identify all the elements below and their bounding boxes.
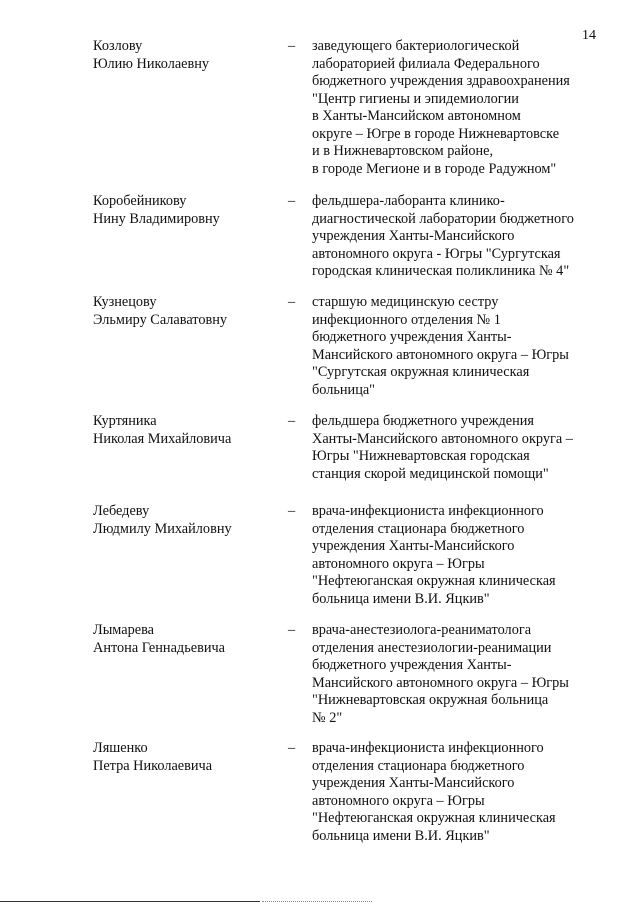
entry-position bbox=[312, 622, 612, 727]
entry-position-line: инфекционного отделения № 1 bbox=[312, 311, 501, 328]
entry-position-line: автономного округа - Югры "Сургутская bbox=[312, 245, 561, 262]
entry-name-line: Николая Михайловича bbox=[93, 430, 232, 447]
entry-dash: – bbox=[288, 622, 296, 638]
entry-position-line: и в Нижневартовском районе, bbox=[312, 143, 494, 159]
entry-dash: – bbox=[288, 294, 296, 310]
entry-position-line: врача-инфекциониста инфекционного bbox=[312, 740, 544, 756]
entry-name-line: Лебедеву bbox=[93, 503, 150, 519]
entry-name-line: Лымарева bbox=[93, 622, 154, 638]
entry-position-line: станция скорой медицинской помощи" bbox=[312, 465, 549, 482]
entry-position-line: диагностической лаборатории бюджетного bbox=[312, 210, 574, 227]
entry-position-line: Ханты-Мансийского автономного округа – bbox=[312, 430, 573, 447]
entry-dash: – bbox=[288, 193, 296, 209]
page-number: 14 bbox=[582, 28, 596, 43]
entry-position-line: "Сургутская окружная клиническая bbox=[312, 364, 530, 380]
entry-name-line: Кузнецову bbox=[93, 294, 157, 310]
entry-name bbox=[93, 38, 283, 73]
entry-name bbox=[93, 622, 283, 657]
entry-position-line: в Ханты-Мансийском автономном bbox=[312, 108, 521, 124]
footer-line bbox=[0, 901, 260, 902]
entry-position-line: бюджетного учреждения Ханты- bbox=[312, 329, 512, 345]
entry-position bbox=[312, 38, 612, 178]
entry-position-line: "Нефтеюганская окружная клиническая bbox=[312, 810, 556, 826]
entry-name bbox=[93, 740, 283, 775]
entry-name-line: Петра Николаевича bbox=[93, 757, 213, 774]
entry-name-line: Козлову bbox=[93, 38, 143, 54]
entry-position-line: лабораторией филиала Федерального bbox=[312, 55, 540, 72]
entry-name-line: Юлию Николаевну bbox=[93, 55, 210, 72]
entry-position-line: "Нижневартовская окружная больница bbox=[312, 692, 549, 708]
entry-dash: – bbox=[288, 740, 296, 756]
entry-position-line: больница имени В.И. Яцкив" bbox=[312, 590, 490, 607]
entry-name bbox=[93, 503, 283, 538]
entry-position-line: бюджетного учреждения здравоохранения bbox=[312, 73, 570, 89]
entry-position-line: "Центр гигиены и эпидемиологии bbox=[312, 90, 519, 107]
entry-name-line: Людмилу Михайловну bbox=[93, 520, 232, 537]
entry-name bbox=[93, 413, 283, 448]
entry-position-line: Югры "Нижневартовская городская bbox=[312, 448, 530, 464]
entry-position-line: № 2" bbox=[312, 709, 343, 726]
entry-name-line: Нину Владимировну bbox=[93, 210, 220, 227]
entry-position-line: автономного округа – Югры bbox=[312, 555, 485, 572]
entry-position-line: фельдшера-лаборанта клинико- bbox=[312, 193, 505, 209]
entry-name bbox=[93, 193, 283, 228]
entry-dash: – bbox=[288, 503, 296, 519]
entry-position-line: автономного округа – Югры bbox=[312, 792, 485, 809]
entry-position-line: отделения анестезиологии-реанимации bbox=[312, 639, 552, 656]
entry-position-line: врача-инфекциониста инфекционного bbox=[312, 503, 544, 519]
entry-name-line: Ляшенко bbox=[93, 740, 148, 756]
entry-position-line: Мансийского автономного округа – Югры bbox=[312, 346, 569, 363]
entry-position-line: больница имени В.И. Яцкив" bbox=[312, 827, 490, 844]
entry-position-line: округе – Югре в городе Нижневартовске bbox=[312, 125, 560, 142]
entry-position-line: больница" bbox=[312, 381, 376, 398]
entry-position-line: отделения стационара бюджетного bbox=[312, 520, 525, 537]
entry-position-line: в городе Мегионе и в городе Радужном" bbox=[312, 160, 557, 177]
entry-position-line: Мансийского автономного округа – Югры bbox=[312, 674, 569, 691]
entry-name-line: Коробейникову bbox=[93, 193, 187, 209]
entry-position-line: фельдшера бюджетного учреждения bbox=[312, 413, 534, 429]
entry-dash: – bbox=[288, 38, 296, 54]
entry-position-line: отделения стационара бюджетного bbox=[312, 757, 525, 774]
entry-position-line: бюджетного учреждения Ханты- bbox=[312, 657, 512, 673]
entry-position bbox=[312, 413, 612, 483]
entry-name-line: Антона Геннадьевича bbox=[93, 639, 226, 656]
entry-position-line: врача-анестезиолога-реаниматолога bbox=[312, 622, 532, 638]
entry-position-line: учреждения Ханты-Мансийского bbox=[312, 228, 515, 244]
footer-dots bbox=[262, 898, 372, 902]
entry-position-line: старшую медицинскую сестру bbox=[312, 294, 499, 310]
entry-position-line: учреждения Ханты-Мансийского bbox=[312, 538, 515, 554]
entry-position bbox=[312, 294, 612, 399]
entry-position-line: "Нефтеюганская окружная клиническая bbox=[312, 573, 556, 589]
entry-name-line: Эльмиру Салаватовну bbox=[93, 311, 228, 328]
entry-position bbox=[312, 503, 612, 608]
entry-name bbox=[93, 294, 283, 329]
entry-position bbox=[312, 193, 612, 281]
entry-position-line: городская клиническая поликлиника № 4" bbox=[312, 263, 570, 279]
entry-name-line: Куртяника bbox=[93, 413, 157, 429]
entry-dash: – bbox=[288, 413, 296, 429]
entry-position bbox=[312, 740, 612, 845]
entry-position-line: заведующего бактериологической bbox=[312, 38, 520, 54]
entry-position-line: учреждения Ханты-Мансийского bbox=[312, 775, 515, 791]
